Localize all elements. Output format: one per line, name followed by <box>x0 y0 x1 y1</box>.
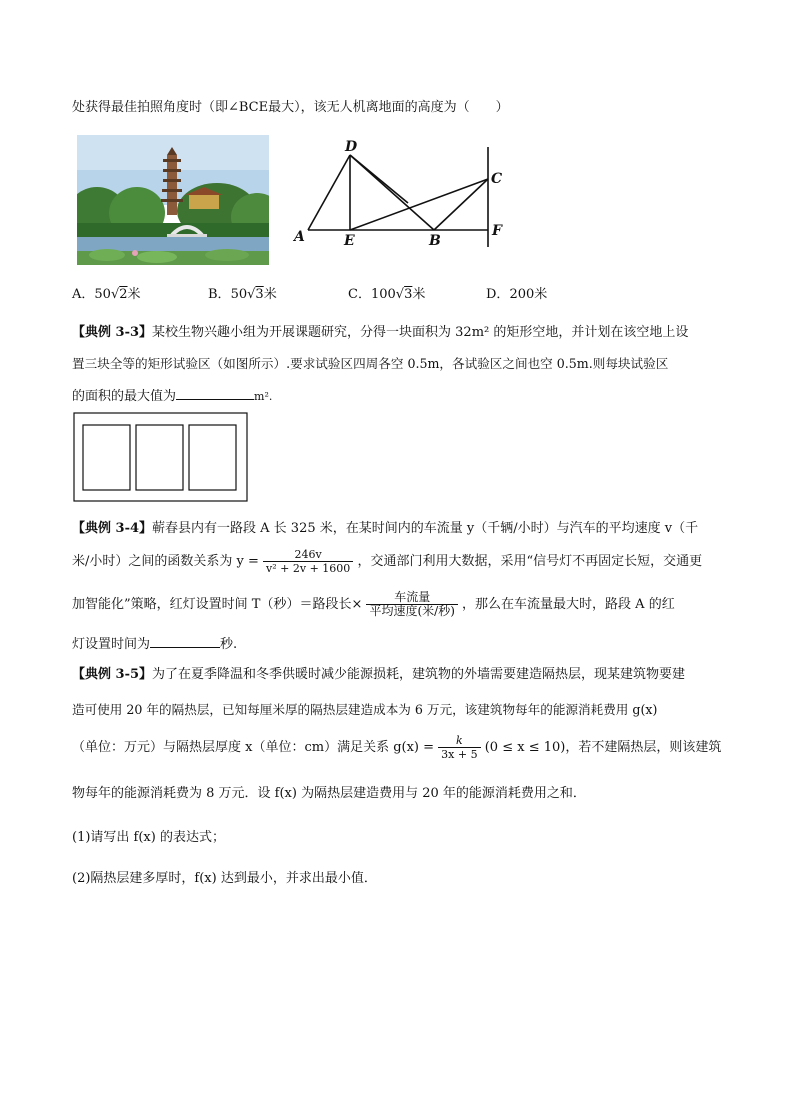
q4-tag: 【典例 3-5】 <box>72 667 153 682</box>
answer-blank[interactable] <box>150 647 220 648</box>
q4-line4: 物每年的能源消耗费为 8 万元．设 f(x) 为隔热层建造费用与 20 年的能源消耗费用之和． <box>72 786 586 801</box>
q2-line1: 【典例 3-3】某校生物兴趣小组为开展课题研究，分得一块面积为 32m² 的矩形空地，并计划在该空地上设 <box>72 325 689 340</box>
q3-tag: 【典例 3-4】 <box>72 521 153 536</box>
label-B: B <box>429 233 441 249</box>
label-F: F <box>492 223 502 239</box>
label-E: E <box>344 233 355 249</box>
geometry-figure <box>288 137 518 257</box>
label-C: C <box>491 171 503 187</box>
q3-line3: 加智能化”策略，红灯设置时间 T（秒）＝路段长× $\frac{\text{车流量}}{\text{平均速度(米/秒)}}$ ，那么在车流量最大时，路段 A 的红 <box>72 590 675 618</box>
energy-cost-fraction: $\frac{k}{3x + 5}$ <box>438 734 480 761</box>
option-d: D．200米 <box>486 287 548 302</box>
option-a: A．50√2米 <box>72 287 141 302</box>
pagoda-photo <box>77 135 269 265</box>
traffic-flow-fraction: $\frac{246v}{\text{v² + 2v + 1600}}$ <box>263 548 353 575</box>
q3-line1: 【典例 3-4】蕲春县内有一路段 A 长 325 米，在某时间内的车流量 y（千辆/小时）与汽车的平均速度 v（千 <box>72 521 699 536</box>
q2-line2: 置三块全等的矩形试验区（如图所示）.要求试验区四周各空 0.5m，各试验区之间也空 0.5m.则每块试验区 <box>72 356 669 371</box>
option-b: B．50√3米 <box>208 287 277 302</box>
q4-line1: 【典例 3-5】为了在夏季降温和冬季供暖时减少能源损耗，建筑物的外墙需要建造隔热层，现某建筑物要建 <box>72 667 686 682</box>
red-light-fraction: $\frac{\text{车流量}}{\text{平均速度(米/秒)}}$ <box>366 591 457 618</box>
q2-line3: 的面积的最大值为 m². <box>72 389 273 404</box>
label-A: A <box>294 229 305 245</box>
q4-sub2: (2)隔热层建多厚时，f(x) 达到最小，并求出最小值． <box>72 871 377 886</box>
answer-blank[interactable] <box>176 399 254 400</box>
q4-line3: （单位：万元）与隔热层厚度 x（单位：cm）满足关系 g(x) = $\frac{k}{3x + 5}$ (0 ≤ x ≤ 10)，若不建隔热层，则该建筑 <box>72 734 722 761</box>
q1-stem: 处获得最佳拍照角度时（即∠BCE最大），该无人机离地面的高度为（ ） <box>72 100 509 115</box>
plots-figure <box>73 412 249 504</box>
q4-sub1: (1)请写出 f(x) 的表达式； <box>72 830 225 845</box>
q4-line2: 造可使用 20 年的隔热层，已知每厘米厚的隔热层建造成本为 6 万元，该建筑物每年的能源消耗费用 g(x) <box>72 702 658 717</box>
q3-line2: 米/小时）之间的函数关系为 y = $\frac{246v}{\text{v² + 2v + 1600}}$ ，交通部门利用大数据，采用“信号灯不再固定长短，交通更 <box>72 548 703 575</box>
label-D: D <box>345 139 358 155</box>
q2-tag: 【典例 3-3】 <box>72 325 153 340</box>
option-c: C．100√3米 <box>348 287 426 302</box>
q3-line4: 灯设置时间为 秒. <box>72 637 238 652</box>
